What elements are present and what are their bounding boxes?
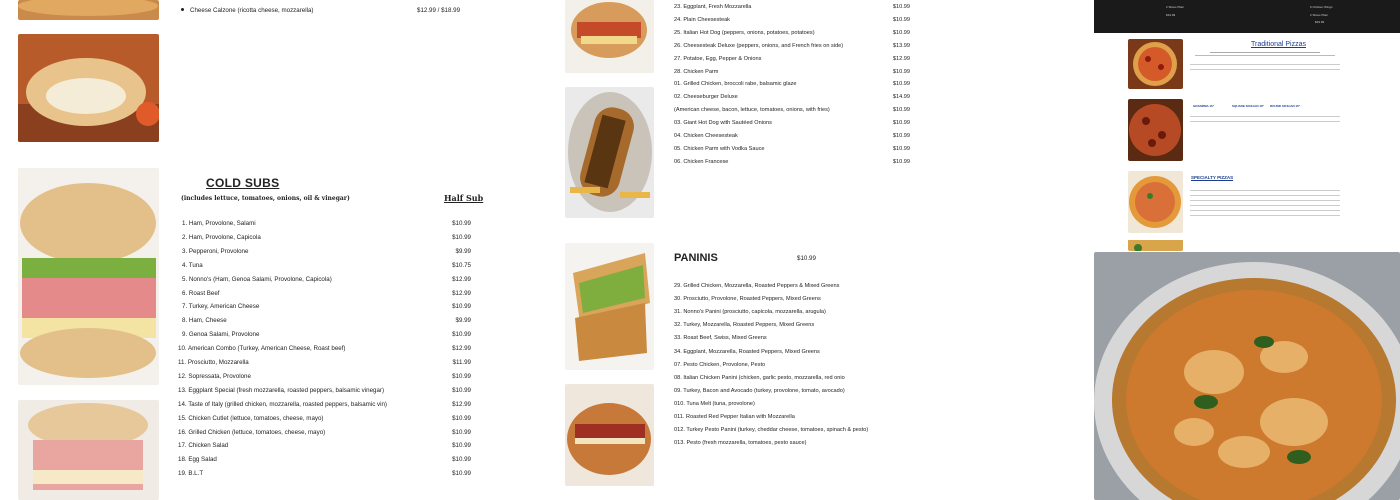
hot-item-price: $10.99	[892, 120, 910, 127]
hot-item-label: 25. Italian Hot Dog (peppers, onions, potatoes, potatoes)	[674, 29, 815, 36]
cold-sub-item-price: $10.99	[452, 442, 471, 450]
cheesesteak-photo	[565, 0, 654, 73]
traditional-pizzas-title: Traditional Pizzas	[1251, 41, 1306, 48]
specialty-lines	[1190, 186, 1340, 220]
hot-item-label: 02. Cheeseburger Deluxe	[674, 94, 738, 101]
cold-sub-item-price: $9.99	[455, 247, 471, 255]
hot-item-price: $10.99	[892, 133, 910, 139]
cold-sub-photo	[18, 168, 159, 385]
panini-item: 012. Turkey Pesto Panini (turkey, cheddar cheese, tomatoes, spinach & pesto)	[674, 427, 869, 434]
hot-item-label: (American cheese, bacon, lettuce, tomatoes, onions, with fries)	[674, 107, 830, 114]
dark-panel-text-e: $29.99	[1315, 20, 1325, 24]
traditional-pizza-lines	[1190, 50, 1340, 80]
panini-item: 33. Roast Beef, Swiss, Mixed Greens	[674, 335, 767, 342]
cold-sub-item-label: 7. Turkey, American Cheese	[182, 303, 260, 311]
cold-sub-item-price: $10.99	[452, 372, 471, 380]
cold-sub-item-label: 19. B.L.T	[178, 470, 204, 478]
cold-sub-item-label: 13. Eggplant Special (fresh mozzarella, roasted peppers, balsamic vinegar)	[178, 386, 385, 394]
hot-item-label: 03. Giant Hot Dog with Sautéed Onions	[674, 120, 772, 127]
panini-item: 08. Italian Chicken Panini (chicken, garlic pesto, mozzarella, red onio	[674, 374, 845, 381]
pizza-size-header: GRANDMA 16"	[1193, 104, 1215, 108]
pizza-size-header: ROUND SICILIAN 16"	[1270, 104, 1301, 108]
bullet-dot	[181, 8, 184, 11]
cold-sub-item-label: 11. Prosciutto, Mozzarella	[178, 359, 249, 366]
dark-panel-text-a: 2 Slices Plain	[1166, 5, 1185, 9]
cold-sub-item-price: $10.99	[452, 331, 471, 339]
panini-item: 010. Tuna Melt (tuna, provolone)	[674, 400, 755, 407]
hot-item-price: $10.99	[892, 68, 910, 75]
cold-subs-note: (includes lettuce, tomatoes, onions, oil & vinegar)	[181, 195, 350, 202]
cold-sub-item-price: $12.99	[452, 400, 471, 408]
hot-item-price: $14.99	[892, 94, 910, 101]
hot-item-label: 01. Grilled Chicken, broccoli rabe, balsamic glaze	[674, 81, 797, 88]
hot-item-price: $10.99	[892, 158, 910, 165]
panini-item: 34. Eggplant, Mozzarella, Roasted Peppers, Mixed Greens	[674, 348, 820, 355]
half-sub-label: Half Sub	[444, 193, 484, 203]
cold-sub-item-price: $12.99	[452, 345, 471, 353]
cold-sub-item-price: $10.99	[452, 303, 471, 311]
dark-menu-panel	[1094, 0, 1400, 33]
traditional-pizza-photo	[1128, 39, 1183, 89]
cold-sub-item-price: $10.99	[452, 233, 471, 241]
cold-sub-item-price: $10.99	[452, 414, 471, 422]
hot-item-label: 28. Chicken Parm	[674, 68, 719, 75]
cold-sub-item-price: $10.99	[452, 386, 471, 394]
cold-sub-item-label: 8. Ham, Cheese	[182, 317, 227, 325]
hot-item-label: 04. Chicken Cheesesteak	[674, 133, 738, 139]
paninis-title: PANINIS	[674, 252, 718, 264]
panini-item: 29. Grilled Chicken, Mozzarella, Roasted Peppers & Mixed Greens	[674, 283, 840, 289]
hot-item-label: 27. Potatoe, Egg, Pepper & Onions	[674, 55, 762, 62]
ham-sub-photo	[18, 400, 159, 500]
calzone-photo	[18, 34, 159, 142]
cold-sub-item-label: 10. American Combo (Turkey, American Cheese, Roast beef)	[178, 345, 346, 353]
cold-subs-title: COLD SUBS	[206, 176, 280, 190]
cold-sub-item-price: $10.99	[452, 220, 471, 227]
cold-sub-item-label: 9. Genoa Salami, Provolone	[182, 331, 260, 339]
panini-item: 30. Prosciutto, Provolone, Roasted Peppers, Mixed Greens	[674, 296, 821, 303]
hot-item-label: 06. Chicken Francese	[674, 158, 729, 165]
cold-sub-item-label: 12. Sopressata, Provolone	[178, 372, 251, 380]
cold-sub-item-label: 3. Pepperoni, Provolone	[182, 247, 249, 255]
cold-sub-item-price: $9.99	[455, 317, 471, 325]
large-pizza-photo	[1094, 252, 1400, 500]
cold-sub-item-price: $10.99	[452, 456, 471, 464]
cold-sub-item-label: 5. Nonno's (Ham, Genoa Salami, Provolone, Capicola)	[182, 275, 332, 283]
cold-sub-item-price: $11.99	[452, 359, 471, 366]
panini-item: 011. Roasted Red Pepper Italian with Mozzarella	[674, 414, 795, 420]
cold-sub-item-price: $10.99	[452, 470, 471, 478]
hot-item-price: $12.99	[892, 55, 910, 62]
hot-item-price: $10.99	[892, 29, 910, 36]
calzone-label: Cheese Calzone (ricotta cheese, mozzarella)	[190, 7, 314, 14]
calzone-top-photo	[18, 0, 159, 20]
hot-item-label: 26. Cheesesteak Deluxe (peppers, onions, and French fries on side)	[674, 42, 844, 49]
hot-item-price: $13.99	[892, 42, 910, 49]
hotdog-fries-photo	[565, 87, 654, 218]
cold-sub-item-label: 2. Ham, Provolone, Capicola	[182, 233, 261, 241]
hot-item-price: $10.99	[892, 145, 910, 152]
hot-item-label: 23. Eggplant, Fresh Mozzarella	[674, 4, 752, 10]
meat-pizza-photo	[1128, 99, 1183, 161]
cold-sub-item-label: 15. Chicken Cutlet (lettuce, tomatoes, cheese, mayo)	[178, 414, 324, 422]
panini-item: 09. Turkey, Bacon and Avocado (turkey, provolone, tomato, avocado)	[674, 387, 845, 394]
hot-item-label: 05. Chicken Parm with Vodka Sauce	[674, 145, 765, 152]
cold-sub-item-label: 6. Roast Beef	[182, 289, 220, 297]
cold-sub-item-label: 16. Grilled Chicken (lettuce, tomatoes, cheese, mayo)	[178, 428, 326, 436]
cold-sub-item-label: 17. Chicken Salad	[178, 442, 229, 450]
panini-item: 013. Pesto (fresh mozzarella, tomatoes, pesto sauce)	[674, 440, 807, 447]
specialty-pizza-photo	[1128, 171, 1183, 233]
dark-panel-text-b: 6 Chicken Wings	[1310, 5, 1333, 9]
panini2-photo	[565, 384, 654, 486]
cold-sub-item-price: $10.99	[452, 428, 471, 436]
cold-sub-item-label: 1. Ham, Provolone, Salami	[182, 220, 256, 227]
cold-sub-item-price: $12.99	[452, 275, 471, 283]
panini-item: 32. Turkey, Mozzarella, Roasted Peppers, Mixed Greens	[674, 322, 815, 329]
specialty-pizzas-title: SPECIALTY PIZZAS	[1191, 175, 1234, 180]
dark-panel-text-c: $19.99	[1166, 13, 1176, 17]
cold-sub-item-label: 18. Egg Salad	[178, 456, 217, 464]
hot-item-price: $10.99	[892, 107, 910, 114]
panini-item: 31. Nonno's Panini (prosciutto, capicola, mozzarella, arugula)	[674, 309, 826, 316]
cold-sub-item-label: 14. Taste of Italy (grilled chicken, mozzarella, roasted peppers, balsamic vin)	[178, 400, 387, 408]
cold-sub-item-label: 4. Tuna	[182, 261, 203, 269]
cold-sub-item-price: $12.99	[452, 289, 471, 297]
pizza-size-header: SQUARE SICILIAN 16"	[1232, 104, 1265, 108]
paninis-price: $10.99	[797, 255, 816, 262]
cold-sub-item-price: $10.75	[452, 261, 471, 269]
hot-item-label: 24. Plain Cheesesteak	[674, 16, 730, 23]
panini-item: 07. Pesto Chicken, Provolone, Pesto	[674, 361, 766, 368]
calzone-price: $12.99 / $18.99	[417, 7, 461, 14]
panini-photo	[565, 243, 654, 370]
grandma-lines	[1190, 112, 1340, 126]
hot-item-price: $10.99	[892, 81, 910, 88]
dark-panel-text-d: 2 Slices Plain	[1310, 13, 1329, 17]
pizza-partial-photo	[1128, 239, 1183, 251]
hot-item-price: $10.99	[892, 4, 910, 10]
hot-item-price: $10.99	[892, 16, 910, 23]
